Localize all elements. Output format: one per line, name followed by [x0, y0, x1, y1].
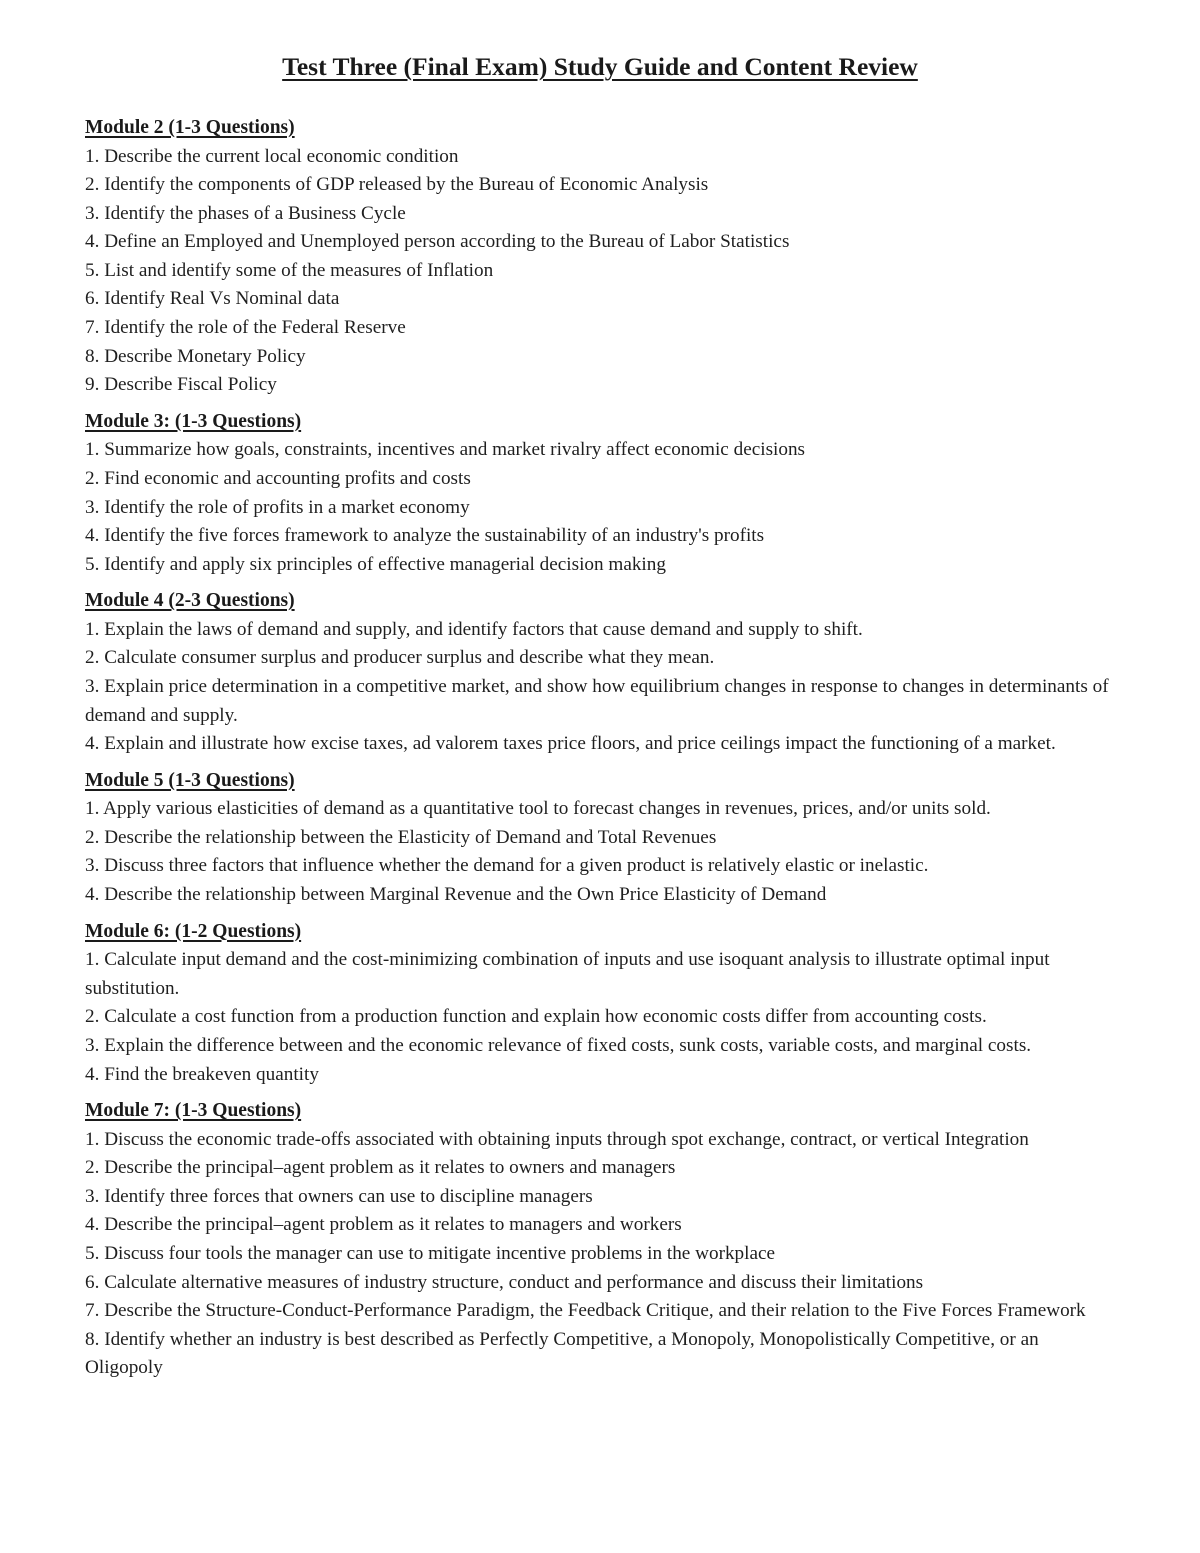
objective-item: 4. Define an Employed and Unemployed person according to the Bureau of Labor Statistics [85, 231, 790, 253]
objective-item: 2. Calculate consumer surplus and producer surplus and describe what they mean. [85, 647, 715, 669]
module-section [85, 767, 1115, 910]
module-heading: Module 6: (1-2 Questions) [85, 920, 302, 942]
objective-item: 4. Identify the five forces framework to analyze the sustainability of an industry's profits [85, 525, 765, 547]
objective-item: 6. Calculate alternative measures of industry structure, conduct and performance and discuss their limitations [85, 1271, 924, 1293]
objective-list [85, 1126, 1115, 1383]
objective-item: 2. Describe the principal–agent problem as it relates to owners and managers [85, 1157, 676, 1179]
objective-item: 7. Describe the Structure-Conduct-Performance Paradigm, the Feedback Critique, and their relation to the Five Forces Framework [85, 1300, 1086, 1322]
objective-item: 7. Identify the role of the Federal Reserve [85, 317, 406, 339]
objective-item: 3. Identify three forces that owners can use to discipline managers [85, 1185, 593, 1207]
objective-list [85, 616, 1115, 759]
module-section [85, 1097, 1115, 1383]
objective-item: 4. Find the breakeven quantity [85, 1063, 319, 1085]
objective-item: 4. Describe the relationship between Marginal Revenue and the Own Price Elasticity of Demand [85, 884, 827, 906]
module-heading: Module 2 (1-3 Questions) [85, 117, 295, 138]
objective-list [85, 436, 1115, 579]
module-heading: Module 4 (2-3 Questions) [85, 590, 295, 612]
modules-container [85, 114, 1115, 1383]
objective-item: 3. Identify the phases of a Business Cycle [85, 202, 406, 224]
objective-item: 1. Apply various elasticities of demand as a quantitative tool to forecast changes in revenues, prices, and/or units sold. [85, 798, 991, 820]
objective-item: 2. Find economic and accounting profits and costs [85, 467, 471, 489]
document-page [85, 52, 1115, 1391]
objective-item: 5. Discuss four tools the manager can use to mitigate incentive problems in the workplace [85, 1243, 776, 1264]
objective-list [85, 795, 1115, 909]
objective-item: 2. Identify the components of GDP released by the Bureau of Economic Analysis [85, 174, 709, 196]
objective-list [85, 143, 1115, 400]
objective-item: 1. Discuss the economic trade-offs associated with obtaining inputs through spot exchange, contract, or vertical Integration [85, 1128, 1029, 1150]
objective-item: 1. Calculate input demand and the cost-minimizing combination of inputs and use isoquant analysis to illustrate optimal input substitution. [85, 949, 1050, 999]
module-heading: Module 3: (1-3 Questions) [85, 410, 302, 432]
objective-item: 3. Identify the role of profits in a market economy [85, 496, 470, 518]
objective-item: 1. Describe the current local economic condition [85, 145, 459, 167]
objective-item: 2. Describe the relationship between the Elasticity of Demand and Total Revenues [85, 826, 717, 848]
module-section [85, 587, 1115, 758]
objective-item: 2. Calculate a cost function from a production function and explain how economic costs differ from accounting costs. [85, 1006, 987, 1028]
module-heading: Module 7: (1-3 Questions) [85, 1100, 302, 1122]
objective-item: 8. Identify whether an industry is best described as Perfectly Competitive, a Monopoly, Monopolistically Competitive, or an Oligopoly [85, 1328, 1039, 1379]
module-heading: Module 5 (1-3 Questions) [85, 769, 295, 791]
objective-item: 6. Identify Real Vs Nominal data [85, 288, 340, 310]
objective-item: 9. Describe Fiscal Policy [85, 374, 277, 396]
objective-item: 4. Explain and illustrate how excise taxes, ad valorem taxes price floors, and price ceilings impact the functioning of a market. [85, 733, 1056, 755]
module-section [85, 114, 1115, 400]
objective-item: 3. Explain price determination in a competitive market, and show how equilibrium changes in response to changes in determinants of demand and supply. [85, 676, 1109, 726]
objective-list [85, 946, 1115, 1089]
objective-item: 1. Summarize how goals, constraints, incentives and market rivalry affect economic decisions [85, 439, 806, 461]
objective-item: 3. Explain the difference between and the economic relevance of fixed costs, sunk costs, variable costs, and marginal costs. [85, 1034, 1032, 1056]
objective-item: 4. Describe the principal–agent problem as it relates to managers and workers [85, 1214, 682, 1236]
module-section [85, 408, 1115, 579]
objective-item: 5. Identify and apply six principles of effective managerial decision making [85, 553, 666, 575]
document-title: Test Three (Final Exam) Study Guide and Content Review [282, 52, 918, 81]
module-section [85, 918, 1115, 1089]
objective-item: 8. Describe Monetary Policy [85, 345, 306, 367]
objective-item: 5. List and identify some of the measures of Inflation [85, 259, 494, 281]
objective-item: 1. Explain the laws of demand and supply, and identify factors that cause demand and supply to shift. [85, 618, 863, 640]
objective-item: 3. Discuss three factors that influence whether the demand for a given product is relatively elastic or inelastic. [85, 855, 929, 877]
